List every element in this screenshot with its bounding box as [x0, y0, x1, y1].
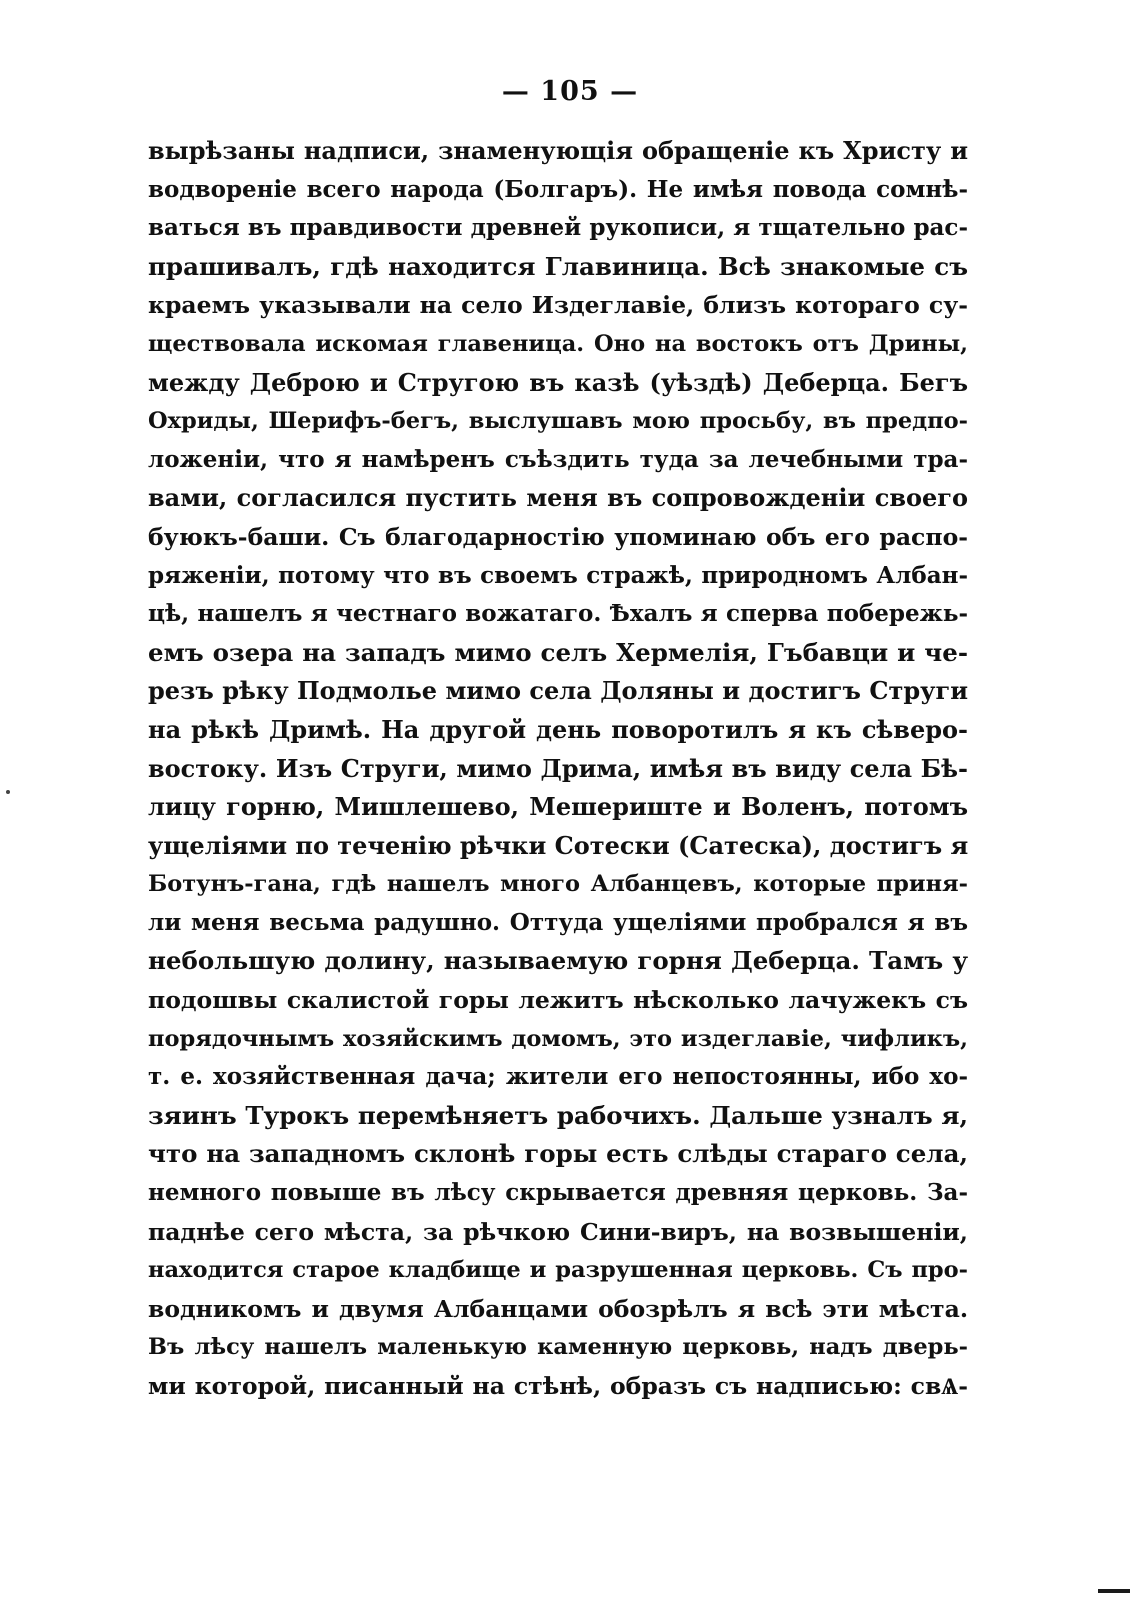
text-line: на рѣкѣ Дримѣ. На другой день поворотилъ я къ сѣверо-: [148, 714, 968, 744]
text-line: цѣ, нашелъ я честнаго вожатаго. Ѣхалъ я сперва побережь-: [148, 600, 968, 628]
text-line: подошвы скалистой горы лежитъ нѣсколько лачужекъ съ: [148, 986, 968, 1015]
text-line: ущеліями по теченію рѣчки Сотески (Сатеска), достигъ я: [148, 830, 968, 860]
text-line: вами, согласился пустить меня въ сопровожденіи своего: [148, 483, 968, 513]
text-line: ществовала искомая главеница. Оно на востокъ отъ Дрины,: [148, 330, 968, 357]
text-line: между Деброю и Стругою въ казѣ (уѣздѣ) Деберца. Бегъ: [148, 367, 968, 397]
text-line: краемъ указывали на село Издеглавіе, близъ котораго су-: [148, 291, 968, 320]
text-line: зяинъ Турокъ перемѣняетъ рабочихъ. Дальше узналъ я,: [148, 1100, 968, 1130]
text-line: лицу горню, Мишлешево, Мешериште и Воленъ, потомъ: [148, 792, 968, 822]
text-line: ли меня весьма радушно. Оттуда ущеліями пробрался я въ: [148, 908, 968, 936]
text-line: Въ лѣсу нашелъ маленькую каменную церковь, надъ дверь-: [148, 1334, 968, 1361]
text-line: немного повыше въ лѣсу скрывается древняя церковь. За-: [148, 1179, 968, 1207]
margin-speck: [6, 790, 10, 794]
text-line: что на западномъ склонѣ горы есть слѣды стараго села,: [148, 1139, 968, 1169]
text-line: ряженіи, потому что въ своемъ стражѣ, природномъ Албан-: [148, 561, 968, 589]
text-line: резъ рѣку Подмолье мимо села Доляны и достигъ Струги: [148, 676, 968, 706]
text-line: ложеніи, что я намѣренъ съѣздить туда за лечебными тра-: [148, 445, 968, 473]
text-line: порядочнымъ хозяйскимъ домомъ, это издеглавіе, чифликъ,: [148, 1025, 968, 1052]
text-line: ваться въ правдивости древней рукописи, я тщательно рас-: [148, 214, 968, 242]
body-text: [148, 132, 968, 1406]
text-line: буюкъ-баши. Съ благодарностію упоминаю объ его распо-: [148, 522, 968, 551]
text-line: Охриды, Шерифъ-бегъ, выслушавъ мою просьбу, въ предпо-: [148, 408, 968, 435]
text-line: небольшую долину, называемую горня Деберца. Тамъ у: [148, 946, 968, 976]
text-line: т. е. хозяйственная дача; жители его непостоянны, ибо хо-: [148, 1063, 968, 1091]
text-line: востоку. Изъ Струги, мимо Дрима, имѣя въ виду села Бѣ-: [148, 753, 968, 783]
text-line: ми которой, писанный на стѣнѣ, образъ съ надписью: свѦ-: [148, 1372, 968, 1400]
text-line: находится старое кладбище и разрушенная церковь. Съ про-: [148, 1257, 968, 1284]
text-line: Ботунъ-гана, гдѣ нашелъ много Албанцевъ, которые приня-: [148, 871, 968, 898]
text-line: прашивалъ, гдѣ находится Главиница. Всѣ знакомые съ: [148, 251, 968, 281]
text-line: водникомъ и двумя Албанцами обозрѣлъ я всѣ эти мѣста.: [148, 1294, 968, 1323]
text-line: вырѣзаны надписи, знаменующія обращеніе къ Христу и: [148, 136, 968, 165]
page-edge-mark: [1098, 1589, 1130, 1593]
text-line: паднѣе сего мѣста, за рѣчкою Сини-виръ, на возвышеніи,: [148, 1217, 968, 1246]
text-line: водвореніе всего народа (Болгаръ). Не имѣя повода сомнѣ-: [148, 175, 968, 203]
text-line: емъ озера на западъ мимо селъ Хермелія, Гъбавци и че-: [148, 637, 968, 667]
page-number: — 105 —: [501, 76, 639, 107]
